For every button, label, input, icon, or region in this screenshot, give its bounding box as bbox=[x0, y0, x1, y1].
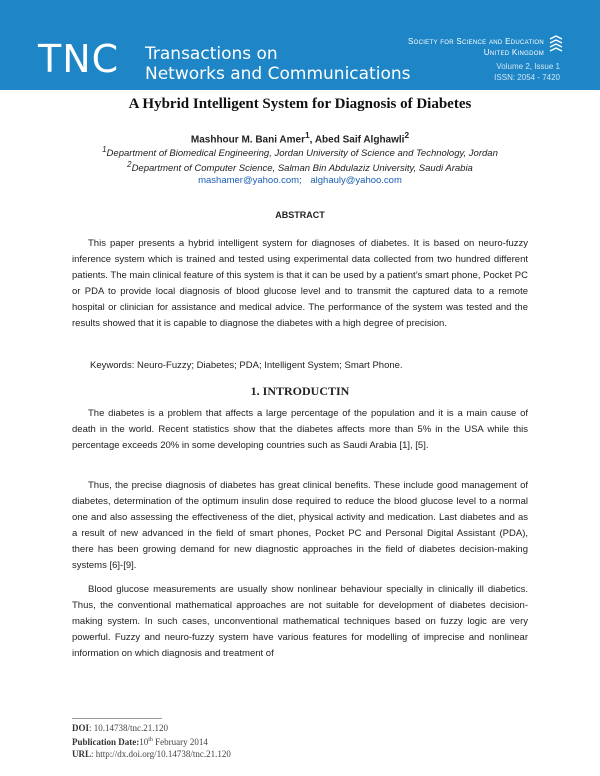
email-link[interactable]: alghauly@yahoo.com bbox=[310, 175, 402, 186]
affiliation-1: $^1$Department of Biomedical Engineering, Jordan University of Science and Technology, Jordan bbox=[102, 145, 498, 160]
abstract-text: This paper presents a hybrid intelligent system for diagnoses of diabetes. It is based on neuro-fuzzy inference system which is trained and tested using experimental data collected from two hundred different patients. The main clinical feature of this system is that it can be used by a patient’s smart phone, Pocket PC or PDA to provide local diagnosis of blood glucose level and to transmit the captured data to a remote hospital or clinician for assistance and medical advice. The performance of the system was tested and the results showed that it is capable to diagnose the diabetes with a high degree of precision. bbox=[72, 238, 528, 329]
author-name: Abed Saif Alghawli bbox=[314, 134, 405, 146]
society-name: Society for Science and Education United Kingdom bbox=[407, 37, 544, 57]
section-heading: 1. INTRODUCTIN bbox=[250, 384, 350, 398]
paper-title: A Hybrid Intelligent System for Diagnosis of Diabetes bbox=[128, 96, 472, 112]
journal-title: Transactions on Networks and Communications bbox=[145, 44, 411, 84]
volume-info: Volume 2, Issue 1 ISSN: 2054 - 7420 bbox=[494, 62, 560, 82]
footer-metadata bbox=[72, 722, 231, 760]
footer-divider bbox=[72, 718, 162, 719]
journal-banner bbox=[0, 0, 600, 90]
abstract-heading: ABSTRACT bbox=[275, 210, 325, 220]
authors: Mashhour M. Bani Amer$^1$, Abed Saif Alghawli$^2$ bbox=[190, 130, 410, 146]
affiliation-2: $^2$Department of Computer Science, Salman Bin Abdulaziz University, Saudi Arabia bbox=[127, 160, 473, 175]
email-link[interactable]: mashamer@yahoo.com; bbox=[198, 175, 302, 186]
body-paragraph: The diabetes is a problem that affects a large percentage of the population and it is a main cause of death in the world. Recent statistics show that the diabetes affects more than 5% in the USA while this percentage exceeds 20% in some developing countries such as Saudi Arabia [1], [5]. bbox=[72, 408, 528, 451]
journal-logo-text: TNC bbox=[38, 37, 120, 81]
keywords: Keywords: Neuro-Fuzzy; Diabetes; PDA; Intelligent System; Smart Phone. bbox=[90, 360, 403, 371]
author-name: Mashhour M. Bani Amer bbox=[190, 134, 305, 146]
author-emails bbox=[0, 175, 600, 186]
body-paragraph: Thus, the precise diagnosis of diabetes has great clinical benefits. These include good management of diabetes, determination of the optimum insulin dose required to reduce the blood glucose level to a normal one and also assessing the effectiveness of the diet, physical activity and medication. Last diabetes and as a result of new advanced in the field of smart phones, Pocket PC and Personal Digital Assistant (PDA), there has been growing demand for new diagnostic approaches in the field of diabetes decision-making systems [6]-[9]. bbox=[72, 480, 528, 571]
url-line: URL: http://dx.doi.org/10.14738/tnc.21.120 bbox=[72, 749, 231, 759]
body-paragraph: Blood glucose measurements are usually show nonlinear behaviour specially in clinically ill diabetics. Thus, the conventional mathematical approaches are not suitable for development of diabetes decision-making system. In such cases, unconventional mathematical techniques based on fuzzy logic are very powerful. Fuzzy and neuro-fuzzy system have various features for modelling of imprecise and nonlinear information on which diagnosis and treatment of bbox=[72, 584, 528, 659]
doi-line: DOI: 10.14738/tnc.21.120 bbox=[72, 723, 169, 733]
doi-url-link[interactable]: : http://dx.doi.org/10.14738/tnc.21.120 bbox=[91, 749, 231, 759]
society-logo-icon bbox=[548, 35, 564, 55]
publication-date: Publication Date:10th February 2014 bbox=[72, 737, 208, 747]
